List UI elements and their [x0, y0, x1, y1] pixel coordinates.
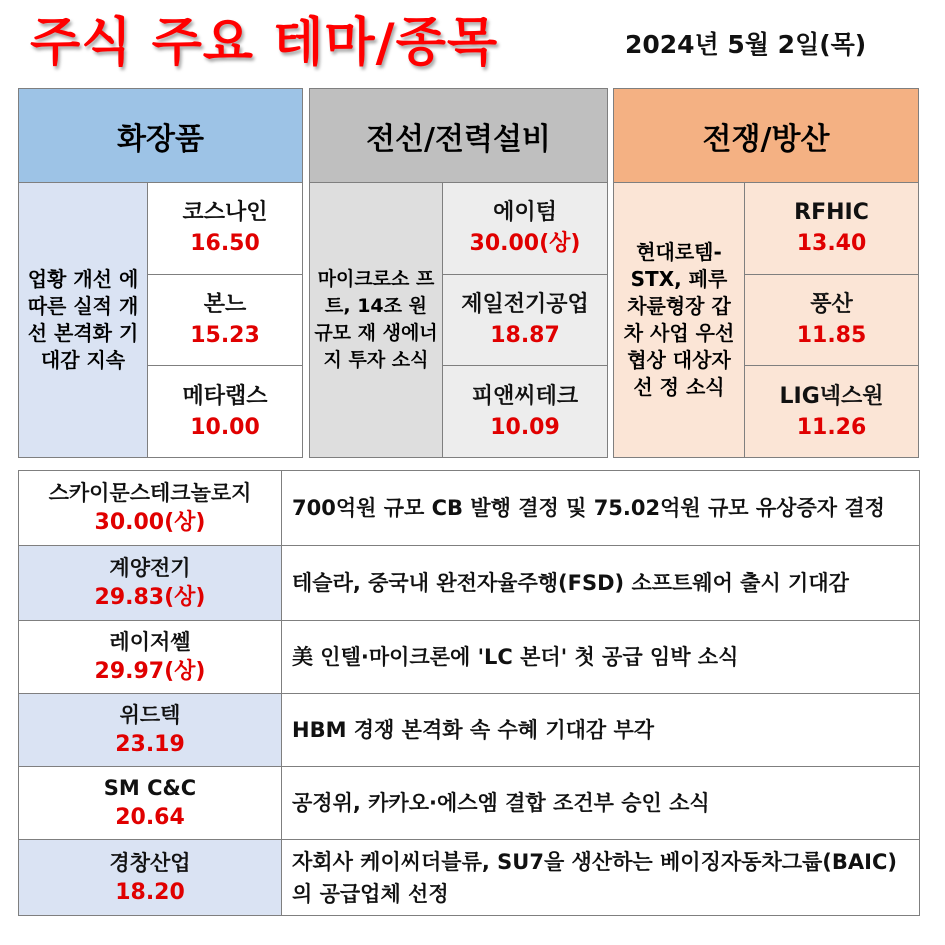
stock-cell	[19, 621, 282, 693]
theme-panel-cosmetics	[18, 88, 303, 458]
stock-change: 23.19	[115, 732, 185, 757]
stock-name: 메타랩스	[182, 383, 268, 409]
stock-change: 15.23	[190, 323, 260, 348]
table-row	[19, 840, 919, 915]
page-title: 주식 주요 테마/종목	[30, 13, 499, 73]
table-row	[19, 621, 919, 694]
stock-news-text: 테슬라, 중국내 완전자율주행(FSD) 소프트웨어 출시 기대감	[282, 546, 919, 620]
theme-stock	[443, 275, 607, 367]
stock-name: 풍산	[810, 292, 853, 317]
stock-change: 18.87	[490, 323, 560, 348]
table-row	[19, 471, 919, 546]
stock-name: SM C&C	[103, 776, 197, 800]
stock-cell	[19, 767, 282, 839]
stock-name: 본느	[203, 292, 247, 317]
theme-stock	[148, 183, 302, 275]
stock-name: 계양전기	[109, 556, 191, 580]
stock-change: 16.50	[190, 231, 260, 257]
theme-stock	[148, 366, 302, 457]
stock-change: 20.64	[115, 805, 185, 830]
theme-stock	[745, 275, 918, 367]
stock-change: 13.40	[796, 231, 867, 257]
theme-stock	[443, 366, 607, 457]
stock-change: 10.09	[490, 414, 560, 440]
stock-news-text: 자회사 케이씨더블류, SU7을 생산하는 베이징자동차그룹(BAIC)의 공급업체 선정	[282, 840, 919, 915]
theme-stock-list	[745, 183, 918, 457]
stock-name: 경창산업	[109, 850, 191, 875]
theme-stock-list	[148, 183, 302, 457]
theme-description: 업황 개선 에 따른 실적 개선 본격화 기 대감 지속	[19, 183, 148, 457]
stock-name: 피앤씨테크	[471, 383, 579, 409]
stock-change: 11.26	[796, 414, 867, 440]
theme-description: 현대로템- STX, 페루 차륜형장 갑차 사업 우선협상 대상자 선 정 소식	[614, 183, 745, 457]
theme-stock	[745, 366, 918, 457]
stock-name: 스카이문스테크놀로지	[48, 481, 252, 505]
stock-cell	[19, 546, 282, 620]
stock-news-text: 공정위, 카카오·에스엠 결합 조건부 승인 소식	[282, 767, 919, 839]
stock-change: 29.83(상)	[94, 585, 206, 610]
theme-title: 전쟁/방산	[614, 89, 918, 183]
stock-news-text: 美 인텔·마이크론에 'LC 본더' 첫 공급 임박 소식	[282, 621, 919, 693]
stock-news-table	[18, 470, 920, 916]
theme-title: 화장품	[19, 89, 302, 183]
stock-news-text: 700억원 규모 CB 발행 결정 및 75.02억원 규모 유상증자 결정	[282, 471, 919, 545]
stock-cell	[19, 694, 282, 766]
theme-stock	[745, 183, 918, 275]
report-date: 2024년 5월 2일(목)	[625, 30, 867, 59]
theme-panel-cable-power	[309, 88, 608, 458]
stock-change: 29.97(상)	[94, 659, 206, 684]
table-row	[19, 546, 919, 621]
stock-change: 30.00(상)	[469, 231, 581, 257]
stock-cell	[19, 840, 282, 915]
stock-name: 레이저쎌	[109, 630, 191, 654]
theme-stock	[148, 275, 302, 367]
stock-change: 18.20	[115, 879, 185, 905]
stock-name: RFHIC	[794, 200, 869, 226]
table-row	[19, 694, 919, 767]
stock-name: LIG넥스원	[779, 383, 884, 409]
stock-change: 11.85	[796, 323, 867, 348]
theme-stock	[443, 183, 607, 275]
stock-cell	[19, 471, 282, 545]
stock-name: 제일전기공업	[461, 292, 589, 317]
theme-stock-list	[443, 183, 607, 457]
theme-title: 전선/전력설비	[310, 89, 607, 183]
table-row	[19, 767, 919, 840]
stock-news-text: HBM 경쟁 본격화 속 수혜 기대감 부각	[282, 694, 919, 766]
stock-name: 코스나인	[182, 200, 268, 226]
stock-change: 30.00(상)	[94, 510, 206, 535]
stock-change: 10.00	[190, 414, 260, 440]
theme-description: 마이크로소 프트, 14조 원 규모 재 생에너지 투자 소식	[310, 183, 443, 457]
theme-panel-defense	[613, 88, 919, 458]
stock-name: 위드텍	[119, 703, 181, 727]
stock-name: 에이텀	[493, 200, 557, 226]
